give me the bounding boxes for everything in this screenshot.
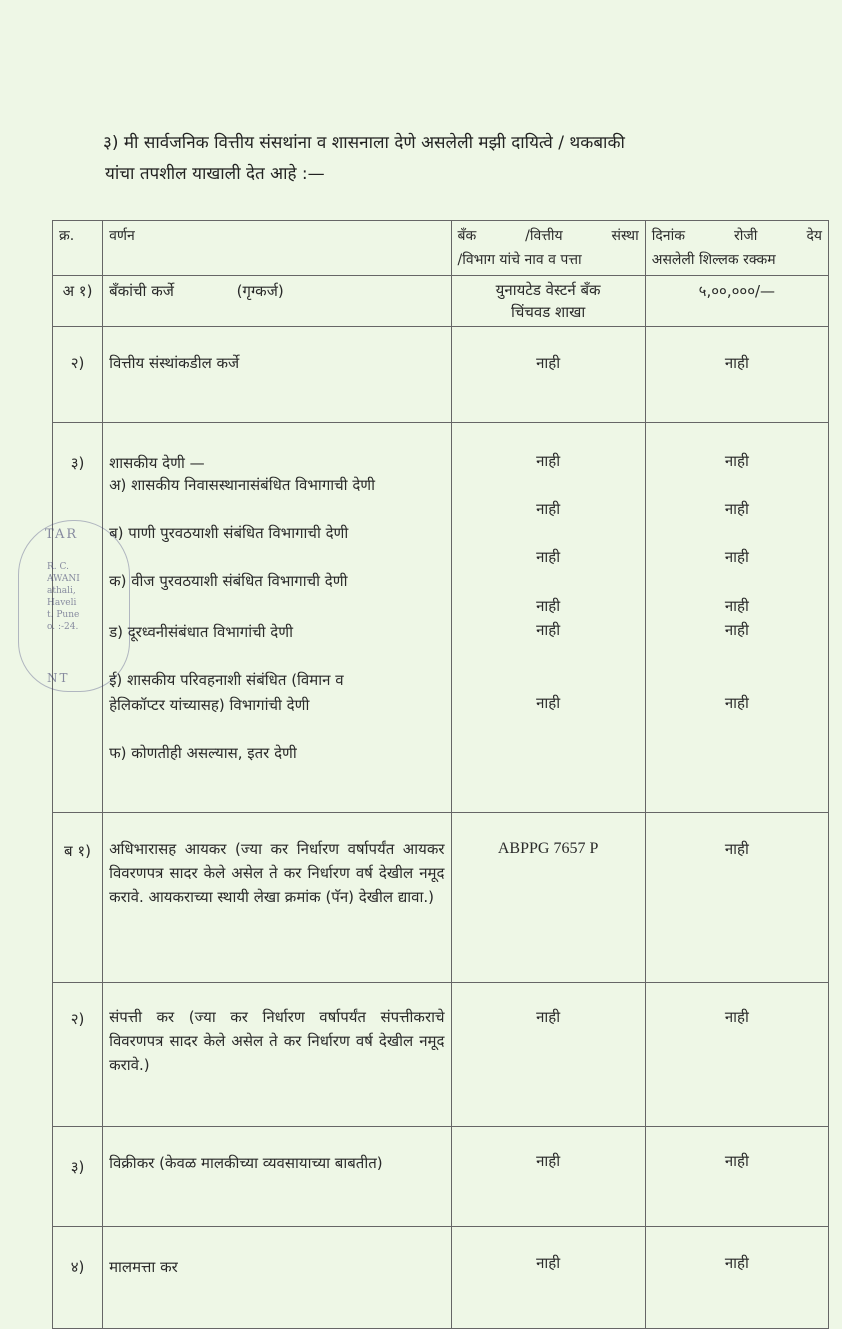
stamp-line: R. C. (47, 562, 69, 572)
stamp-body (47, 561, 107, 633)
header-balance-line-1: दिनांक रोजी देय (651, 228, 822, 244)
stamp-line: o. :-24. (47, 622, 79, 632)
header-description: वर्णन (103, 221, 451, 276)
govt-dues-title: शासकीय देणी — (109, 454, 205, 472)
row-description: संपत्ती कर (ज्या कर निर्धारण वर्षापर्यंत संपत्तीकराचे विवरणपत्र सादर केले असेल ते कर निर्धारण वर्ष देखील नमूद करावे.) (103, 983, 451, 1127)
row-description-note: (गृग्कर्ज) (236, 282, 284, 300)
govt-dues-item: हेलिकॉप्टर यांच्यासह) विभागांची देणी (109, 696, 310, 714)
row-balance (645, 423, 828, 813)
govt-dues-item: फ) कोणतीही असल्यास, इतर देणी (109, 744, 297, 762)
table-row (53, 1127, 829, 1227)
balance-value: नाही (724, 500, 749, 518)
govt-dues-bank-values (458, 423, 639, 781)
stamp-line: Haveli (47, 598, 77, 608)
govt-dues-list (109, 423, 444, 781)
row-bank (451, 423, 645, 813)
header-sno: क्र. (53, 221, 103, 276)
section-heading (103, 128, 803, 190)
table-row (53, 983, 829, 1127)
table-row (53, 423, 829, 813)
balance-value: नाही (724, 548, 749, 566)
heading-line-1: ३) मी सार्वजनिक वित्तीय संसथांना व शासनाला देणे असलेली मझी दायित्वे / थकबाकी (103, 133, 625, 153)
govt-dues-balance-values (652, 423, 822, 781)
heading-line-2: यांचा तपशील याखाली देत आहे :— (105, 164, 325, 184)
header-balance (645, 221, 828, 276)
row-description: वित्तीय संस्थांकडील कर्जे (103, 327, 451, 423)
row-bank: नाही (451, 1127, 645, 1227)
liabilities-table (52, 220, 829, 1329)
govt-dues-item: ब) पाणी पुरवठयाशी संबंधित विभागाची देणी (109, 524, 349, 542)
balance-value: नाही (724, 694, 749, 712)
table-row (53, 1227, 829, 1329)
row-description: मालमत्ता कर (103, 1227, 451, 1329)
row-bank-line-1: युनायटेड वेस्टर्न बँक (495, 281, 601, 299)
bank-value: नाही (536, 694, 561, 712)
balance-value: नाही (724, 597, 749, 615)
stamp-line: t. Pune (47, 610, 80, 620)
row-bank: नाही (451, 327, 645, 423)
row-bank: नाही (451, 983, 645, 1127)
govt-dues-item: ई) शासकीय परिवहनाशी संबंधित (विमान व (109, 671, 344, 689)
row-balance: ५,००,०००/— (645, 276, 828, 327)
row-bank (451, 276, 645, 327)
header-bank-line-2: /विभाग यांचे नाव व पत्ता (457, 252, 582, 268)
row-description (103, 423, 451, 813)
row-balance: नाही (645, 813, 828, 983)
bank-value: नाही (536, 621, 561, 639)
row-sno: २) (53, 327, 103, 423)
row-description (103, 276, 451, 327)
row-sno: ३) (53, 423, 103, 813)
row-sno: २) (53, 983, 103, 1127)
row-description: अधिभारासह आयकर (ज्या कर निर्धारण वर्षापर्यंत आयकर विवरणपत्र सादर केले असेल ते कर निर्धारण वर्ष देखील नमूद करावे. आयकराच्या स्थायी लेखा क्रमांक (पॅन) देखील द्यावा.) (103, 813, 451, 983)
row-sno: ब १) (53, 813, 103, 983)
row-sno: अ १) (53, 276, 103, 327)
stamp-top-text: TAR (45, 527, 79, 542)
rubber-stamp (18, 520, 130, 692)
row-balance: नाही (645, 983, 828, 1127)
row-balance: नाही (645, 1127, 828, 1227)
stamp-line: athali, (47, 586, 76, 596)
govt-dues-item: क) वीज पुरवठयाशी संबंधित विभागाची देणी (109, 572, 348, 590)
table-row (53, 327, 829, 423)
row-balance: नाही (645, 327, 828, 423)
table-header-row (53, 221, 829, 276)
stamp-line: AWANI (47, 574, 80, 584)
bank-value: नाही (536, 452, 561, 470)
row-description-text: बँकांची कर्जे (109, 282, 174, 300)
balance-value: नाही (724, 621, 749, 639)
header-bank (451, 221, 645, 276)
row-sno: ४) (53, 1227, 103, 1329)
row-bank-line-2: चिंचवड शाखा (510, 303, 586, 321)
row-bank: नाही (451, 1227, 645, 1329)
bank-value: नाही (536, 500, 561, 518)
row-bank: ABPPG 7657 P (451, 813, 645, 983)
row-sno: ३) (53, 1127, 103, 1227)
header-balance-line-2: असलेली शिल्लक रक्कम (651, 252, 776, 268)
bank-value: नाही (536, 548, 561, 566)
row-description: विक्रीकर (केवळ मालकीच्या व्यवसायाच्या बाबतीत) (103, 1127, 451, 1227)
stamp-bottom-text: NT (47, 671, 70, 685)
header-bank-line-1: बँक /वित्तीय संस्था (457, 228, 639, 244)
table-row (53, 813, 829, 983)
govt-dues-item: ड) दूरध्वनीसंबंधात विभागांची देणी (109, 623, 293, 641)
bank-value: नाही (536, 597, 561, 615)
table-row (53, 276, 829, 327)
balance-value: नाही (724, 452, 749, 470)
govt-dues-item: अ) शासकीय निवासस्थानासंबंधित विभागाची देणी (109, 476, 376, 494)
row-balance: नाही (645, 1227, 828, 1329)
